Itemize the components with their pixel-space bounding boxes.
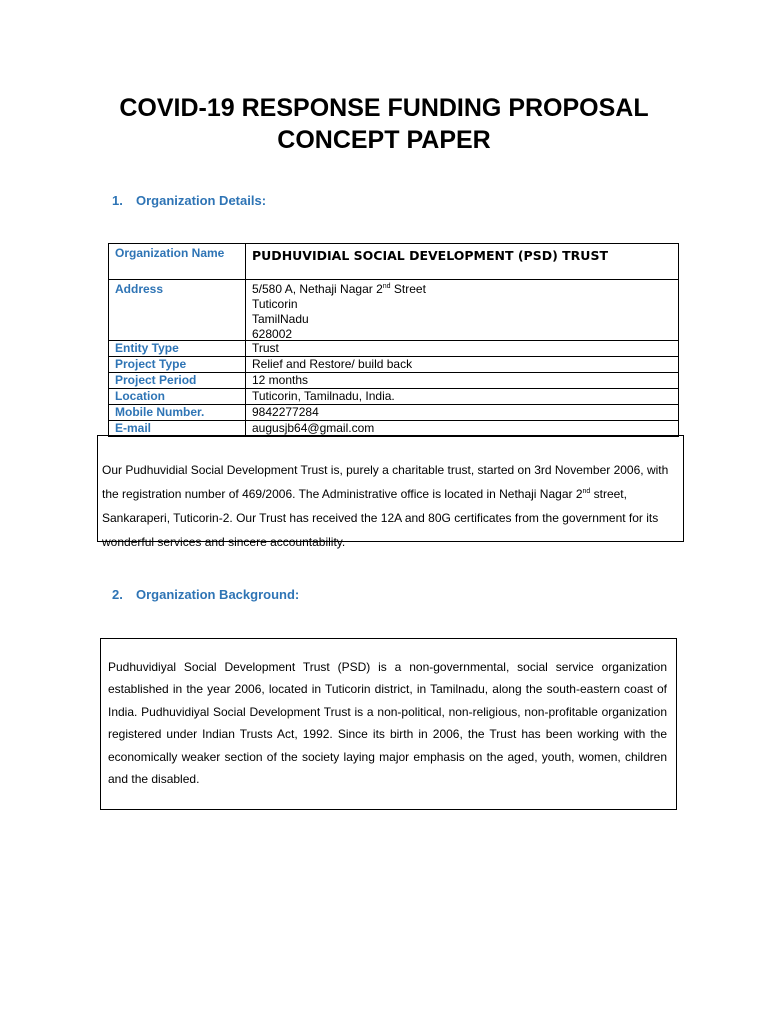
section-title: Organization Details: [136,193,267,208]
intro-ordinal-suffix: nd [582,488,591,495]
address-street-suffix: Street [390,282,426,296]
table-row-address [109,279,678,340]
entity-type-value: Trust [252,341,279,355]
location-label: Location [109,389,246,404]
mobile-label: Mobile Number. [109,405,246,420]
section-number: 1. [112,193,123,208]
document-title-line2: CONCEPT PAPER [277,126,491,154]
intro-text-part2: street, Sankaraperi, Tuticorin-2. Our Trust has received the 12A and 80G certificates from the government for its wonderful services and sincere accountability. [102,487,659,549]
table-row-location [109,388,678,404]
table-row-entity-type [109,340,678,356]
email-label: E-mail [109,421,246,436]
organization-details-table [108,243,679,437]
mobile-value: 9842277284 [252,405,319,419]
background-paragraph: Pudhuvidiyal Social Development Trust (PSD) is a non-governmental, social service organization established in the year 2006, located in Tuticorin district, in Tamilnadu, along the south-eastern coast of India. Pudhuvidiyal Social Development Trust is a non-political, non-religious, non-profitable organization registered under Indian Trusts Act, 1992. Since its birth in 2006, the Trust has been working with the economically weaker section of the society laying major emphasis on the aged, youth, women, children and the disabled. [108,660,667,787]
section-heading-organization-details [112,193,266,208]
table-row-project-period [109,372,678,388]
table-row-mobile [109,404,678,420]
address-line-1 [252,282,678,297]
address-line-3: TamilNadu [252,312,309,326]
project-type-value: Relief and Restore/ build back [252,357,413,371]
background-text-box [100,638,677,810]
intro-text-part1: Our Pudhuvidial Social Development Trust is, purely a charitable trust, started on 3rd November 2006, with the registration number of 469/2006. The Administrative office is located in Nethaji Nagar 2 [102,463,669,501]
email-value: augusjb64@gmail.com [252,421,375,435]
address-line-4: 628002 [252,327,293,341]
project-period-label: Project Period [109,373,246,388]
intro-paragraph [102,458,677,554]
project-type-label: Project Type [109,357,246,372]
section-heading-organization-background [112,587,299,602]
table-row-project-type [109,356,678,372]
project-period-value: 12 months [252,373,309,387]
organization-name-value: PUDHUVIDIAL SOCIAL DEVELOPMENT (PSD) TRUST [252,248,608,263]
section-title: Organization Background: [136,587,300,602]
organization-name-label: Organization Name [109,244,246,279]
entity-type-label: Entity Type [109,341,246,356]
table-row-email [109,420,678,436]
address-label: Address [109,280,246,340]
address-line-2: Tuticorin [252,297,298,311]
address-value [246,280,678,340]
address-ordinal-suffix: nd [382,283,391,290]
document-title-line1: COVID-19 RESPONSE FUNDING PROPOSAL [119,94,649,122]
section-number: 2. [112,587,123,602]
location-value: Tuticorin, Tamilnadu, India. [252,389,395,403]
intro-text-box [97,435,684,549]
table-row-organization-name [109,244,678,279]
address-street-text: 5/580 A, Nethaji Nagar 2 [252,282,383,296]
